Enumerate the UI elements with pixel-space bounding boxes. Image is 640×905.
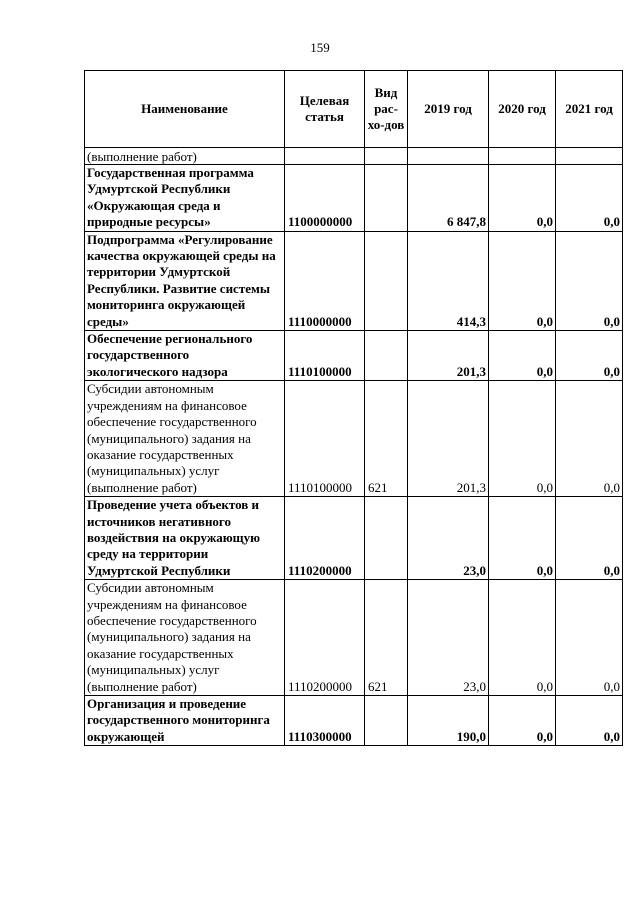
cell-2020: 0,0 [489,497,556,580]
cell-2021: 0,0 [556,231,623,330]
cell-kind [365,231,408,330]
cell-name: Субсидии автономным учреждениям на финансовое обеспечение государственного (муниципального) задания на оказание государственных (муниципальных) услуг (выполнение работ) [85,580,285,696]
page-number: 159 [310,40,330,55]
cell-kind [365,148,408,165]
cell-2019: 201,3 [408,381,489,497]
cell-2021: 0,0 [556,331,623,381]
budget-table [84,70,623,746]
cell-name: Обеспечение регионального государственного экологического надзора [85,331,285,381]
cell-2019: 23,0 [408,497,489,580]
cell-2020: 0,0 [489,231,556,330]
cell-2021: 0,0 [556,381,623,497]
cell-name: Подпрограмма «Регулирование качества окружающей среды на территории Удмуртской Республики. Развитие системы мониторинга окружающей среды» [85,231,285,330]
cell-kind: 621 [365,580,408,696]
cell-kind: 621 [365,381,408,497]
table-row [85,231,623,330]
cell-2019: 414,3 [408,231,489,330]
cell-target: 1110000000 [285,231,365,330]
header-target: Целевая статья [285,71,365,148]
cell-2021: 0,0 [556,497,623,580]
cell-2020: 0,0 [489,381,556,497]
cell-kind [365,331,408,381]
cell-target: 1110200000 [285,497,365,580]
cell-2019: 190,0 [408,696,489,746]
cell-name: Проведение учета объектов и источников негативного воздействия на окружающую среду на территории Удмуртской Республики [85,497,285,580]
cell-2020: 0,0 [489,580,556,696]
table-row [85,165,623,232]
cell-2019: 23,0 [408,580,489,696]
cell-2021 [556,148,623,165]
cell-2020: 0,0 [489,331,556,381]
header-2019: 2019 год [408,71,489,148]
table-row [85,331,623,381]
table-row [85,696,623,746]
cell-2020: 0,0 [489,696,556,746]
cell-2020 [489,148,556,165]
table-row [85,497,623,580]
cell-2019: 201,3 [408,331,489,381]
cell-2021: 0,0 [556,580,623,696]
cell-kind [365,696,408,746]
header-kind: Вид рас-хо-дов [365,71,408,148]
header-2020: 2020 год [489,71,556,148]
cell-target: 1110200000 [285,580,365,696]
cell-2020: 0,0 [489,165,556,232]
cell-name: Государственная программа Удмуртской Республики «Окружающая среда и природные ресурсы» [85,165,285,232]
header-name: Наименование [85,71,285,148]
cell-target [285,148,365,165]
cell-kind [365,497,408,580]
table-row [85,381,623,497]
header-2021: 2021 год [556,71,623,148]
cell-target: 1100000000 [285,165,365,232]
cell-2019 [408,148,489,165]
cell-2019: 6 847,8 [408,165,489,232]
cell-2021: 0,0 [556,696,623,746]
table-row [85,580,623,696]
cell-target: 1110300000 [285,696,365,746]
cell-2021: 0,0 [556,165,623,232]
table-row [85,148,623,165]
table-header-row [85,71,623,148]
cell-name: Субсидии автономным учреждениям на финансовое обеспечение государственного (муниципального) задания на оказание государственных (муниципальных) услуг (выполнение работ) [85,381,285,497]
cell-name: (выполнение работ) [85,148,285,165]
cell-name: Организация и проведение государственного мониторинга окружающей [85,696,285,746]
cell-kind [365,165,408,232]
cell-target: 1110100000 [285,381,365,497]
cell-target: 1110100000 [285,331,365,381]
